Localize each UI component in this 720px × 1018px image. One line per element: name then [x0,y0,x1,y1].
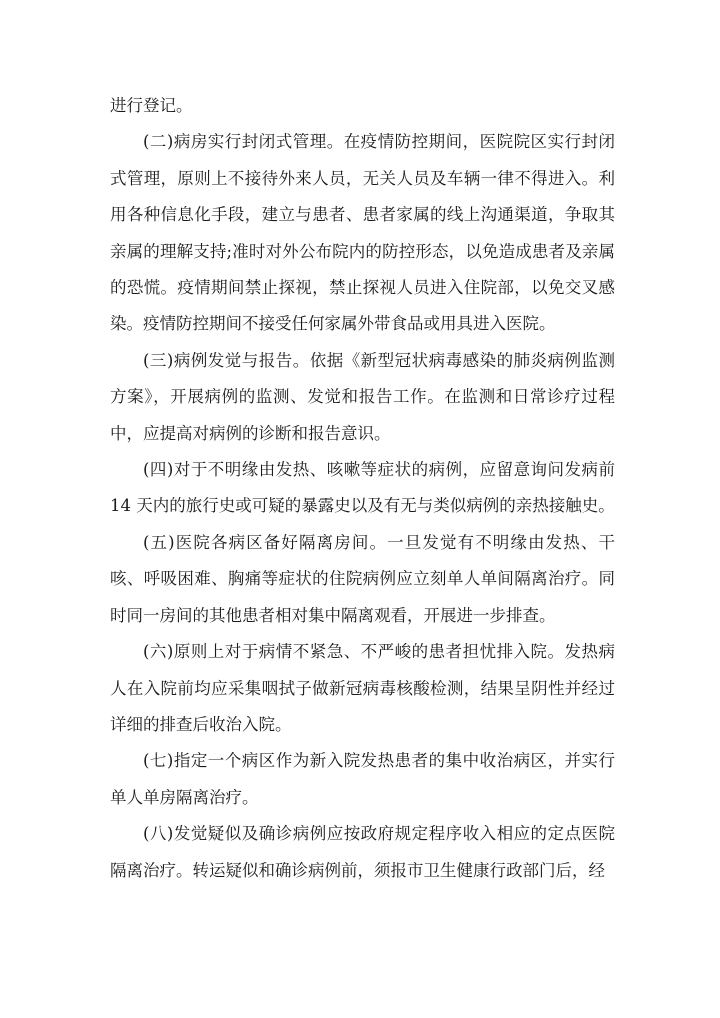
paragraph-ward-closed-management: (二)病房实行封闭式管理。在疫情防控期间，医院院区实行封闭式管理，原则上不接待外来人员，无关人员及车辆一律不得进入。利用各种信息化手段，建立与患者、患者家属的线上沟通渠道，争取其亲属的理解支持;准时对外公布院内的防控形态，以免造成患者及亲属的恐慌。疫情期间禁止探视，禁止探视人员进入住院部，以免交叉感染。疫情防控期间不接受任何家属外带食品或用具进入医院。 [110,132,615,334]
paragraph-designated-ward: (七)指定一个病区作为新入院发热患者的集中收治病区，并实行单人单房隔离治疗。 [110,751,615,807]
document-body [110,88,615,889]
paragraph-continuation: 进行登记。 [110,96,193,115]
paragraph-case-detection-report: (三)病例发觉与报告。依据《新型冠状病毒感染的肺炎病例监测方案》，开展病例的监测、发觉和报告工作。在监测和日常诊疗过程中，应提高对病例的诊断和报告意识。 [110,350,615,443]
paragraph-fever-cough-inquiry: (四)对于不明缘由发热、咳嗽等症状的病例，应留意询问发病前 14 天内的旅行史或可疑的暴露史以及有无与类似病例的亲热接触史。 [110,460,615,516]
paragraph-designated-hospital-transfer: (八)发觉疑似及确诊病例应按政府规定程序收入相应的定点医院隔离治疗。转运疑似和确诊病例前，须报市卫生健康行政部门后，经 [110,824,615,880]
paragraph-admission-screening: (六)原则上对于病情不紧急、不严峻的患者担忧排入院。发热病人在入院前均应采集咽拭子做新冠病毒核酸检测，结果呈阴性并经过详细的排查后收治入院。 [110,642,615,734]
paragraph-isolation-rooms: (五)医院各病区备好隔离房间。一旦发觉有不明缘由发热、干咳、呼吸困难、胸痛等症状的住院病例应立刻单人单间隔离治疗。同时同一房间的其他患者相对集中隔离观看，开展进一步排查。 [110,532,615,625]
